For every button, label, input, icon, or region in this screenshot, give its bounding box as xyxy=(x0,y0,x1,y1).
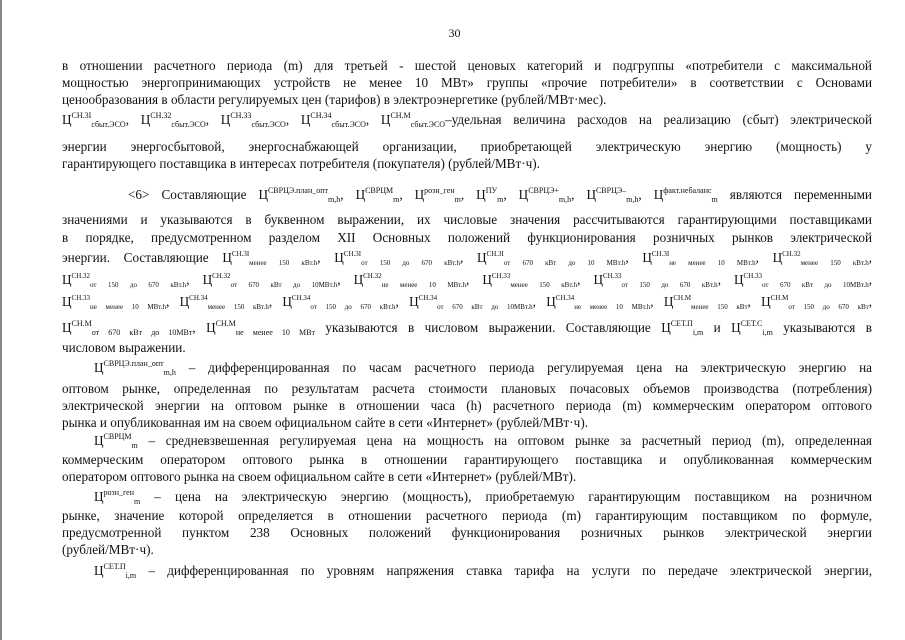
text-run: , xyxy=(460,250,478,265)
text-line xyxy=(94,433,872,449)
formula-symbol xyxy=(761,294,869,309)
text-run: , xyxy=(625,250,643,265)
formula-symbol xyxy=(773,250,869,265)
formula-symbol xyxy=(94,433,138,448)
symbol-subscript: не менее 10 МВт.h xyxy=(90,303,167,311)
text-line xyxy=(62,58,872,74)
symbol-subscript: менее 150 кВт.h xyxy=(207,303,269,311)
formula-symbol xyxy=(62,272,186,287)
symbol-subscript: от 670 кВт до 10МВт.h xyxy=(762,281,869,289)
symbol-superscript: СН.3I xyxy=(71,111,92,120)
symbol-subscript: m xyxy=(711,195,718,204)
symbol-subscript: m,h xyxy=(163,368,176,377)
text-run: ценообразования в области регулируемых цен (тарифов) в электроэнергетике (рублей/МВт·мес). xyxy=(62,92,607,107)
formula-symbol xyxy=(62,320,192,335)
text-run: , xyxy=(268,294,283,309)
symbol-subscript: от 670 кВт до 10МВт.h xyxy=(230,281,338,289)
text-run: , xyxy=(466,272,483,287)
text-run: указываются в числовом выражении. Составляющие xyxy=(315,320,662,335)
formula-symbol xyxy=(354,272,466,287)
symbol-superscript: СН.33 xyxy=(602,272,622,280)
text-line xyxy=(62,294,872,310)
formula-symbol xyxy=(519,187,571,202)
symbol-subscript: от 150 до 670 кВт.h xyxy=(361,259,461,267)
symbol-superscript: СН.32 xyxy=(782,250,801,258)
symbol-subscript: от 150 до 670 кВт.h xyxy=(310,303,396,311)
symbol-subscript: m xyxy=(454,195,461,204)
text-line xyxy=(94,563,872,579)
symbol-base: Ц xyxy=(282,294,292,309)
symbol-superscript: розн_ген xyxy=(424,186,455,195)
text-run: – дифференцированная по часам расчетного периода регулируемая цена на электрическую энергию на xyxy=(175,360,872,375)
symbol-base: Ц xyxy=(661,320,671,335)
symbol-subscript: i,m xyxy=(692,328,704,337)
formula-symbol xyxy=(94,489,140,504)
text-line xyxy=(62,156,872,172)
symbol-base: Ц xyxy=(353,272,364,287)
symbol-superscript: СВРЦМ xyxy=(365,186,394,195)
symbol-subscript: не менее 10 МВт.h xyxy=(381,281,467,289)
formula-symbol xyxy=(180,294,269,309)
text-run: , xyxy=(717,272,734,287)
formula-symbol xyxy=(415,187,461,202)
text-run: являются переменными xyxy=(717,187,872,202)
symbol-superscript: СВРЦЭ+ xyxy=(528,186,559,195)
formula-symbol xyxy=(203,272,338,287)
text-line xyxy=(128,187,872,203)
symbol-superscript: СН.33 xyxy=(491,272,511,280)
symbol-base: Ц xyxy=(380,112,391,127)
symbol-superscript: СН.32 xyxy=(71,272,91,280)
text-run: , xyxy=(638,187,654,202)
symbol-superscript: СН.33 xyxy=(743,272,763,280)
symbol-base: Ц xyxy=(62,320,72,335)
text-run: в отношении расчетного периода (m) для третьей - шестой ценовых категорий и подгруппы «потребители с максимальной xyxy=(62,58,872,73)
text-run: энергии энергосбытовой, энергоснабжающей организации, приобретающей электрическую энергию (мощность) у xyxy=(62,139,872,154)
symbol-subscript: менее 150 кВт xyxy=(691,303,748,311)
symbol-subscript: m,h xyxy=(558,195,572,204)
text-run: рынке, значение которой определяется в отношении расчетного периода (m) гарантирующим поставщиком по формуле, xyxy=(62,508,872,523)
symbol-base: Ц xyxy=(62,294,72,309)
symbol-superscript: СН.34 xyxy=(310,111,332,120)
symbol-superscript: СВРЦЭ.план_опт xyxy=(103,359,164,368)
symbol-superscript: СЕТ.П xyxy=(103,562,126,571)
symbol-superscript: розн_ген xyxy=(103,488,134,497)
symbol-base: Ц xyxy=(761,294,771,309)
text-line xyxy=(62,212,872,228)
symbol-subscript: от 670 кВт до 10МВт.h xyxy=(437,303,533,311)
symbol-superscript: СН.32 xyxy=(363,272,382,280)
symbol-base: Ц xyxy=(258,187,268,202)
text-line xyxy=(62,508,872,524)
symbol-subscript: сбыт.ЭСО xyxy=(171,120,206,129)
symbol-subscript: сбыт.ЭСО xyxy=(331,120,366,129)
text-run: , xyxy=(365,112,381,127)
symbol-base: Ц xyxy=(663,294,674,309)
formula-symbol xyxy=(94,563,136,578)
formula-symbol xyxy=(334,250,460,265)
text-line xyxy=(62,452,872,468)
symbol-superscript: СН.3I xyxy=(343,250,362,258)
formula-symbol xyxy=(301,112,366,127)
text-run: , xyxy=(399,187,415,202)
text-run: , xyxy=(340,187,356,202)
symbol-base: Ц xyxy=(593,272,603,287)
formula-symbol xyxy=(141,112,206,127)
text-line xyxy=(62,112,872,128)
text-run: предусмотренной пунктом 238 Основных положений функционирования розничных рынков электрической энергии xyxy=(62,525,872,540)
symbol-base: Ц xyxy=(179,294,190,309)
text-run: коммерческим оператором оптового рынка в отношении гарантирующего поставщика и опубликованная коммерческим xyxy=(62,452,872,467)
symbol-base: Ц xyxy=(653,187,664,202)
symbol-base: Ц xyxy=(482,272,492,287)
text-run: (рублей/МВт·ч). xyxy=(62,542,154,557)
symbol-base: Ц xyxy=(94,360,104,375)
symbol-base: Ц xyxy=(334,250,344,265)
text-run: электрической энергии на оптовом рынке в отношении часа (h) расчетного периода (m) коммерческим оператором оптового xyxy=(62,398,872,413)
text-line xyxy=(62,139,872,155)
symbol-subscript: не менее 10 МВт.h xyxy=(669,259,756,267)
symbol-superscript: СЕТ.С xyxy=(740,319,763,328)
symbol-base: Ц xyxy=(94,563,104,578)
formula-symbol xyxy=(62,112,126,127)
symbol-subscript: не менее 10 МВт xyxy=(235,328,315,337)
symbol-superscript: СН.М xyxy=(770,294,789,302)
symbol-base: Ц xyxy=(586,187,596,202)
text-run: , xyxy=(285,112,301,127)
page-number: 30 xyxy=(448,26,461,40)
formula-symbol xyxy=(482,272,577,287)
formula-symbol xyxy=(546,294,650,309)
text-run: – цена на электрическую энергию (мощность), приобретаемую гарантирующим поставщиком на розничном xyxy=(140,489,872,504)
symbol-base: Ц xyxy=(414,187,425,202)
symbol-subscript: m xyxy=(393,195,400,204)
formula-symbol xyxy=(356,187,400,202)
symbol-base: Ц xyxy=(220,112,231,127)
text-line xyxy=(62,340,872,356)
text-run: , xyxy=(192,320,207,335)
symbol-base: Ц xyxy=(731,320,741,335)
symbol-subscript: m xyxy=(133,497,141,506)
symbol-superscript: СВРЦЭ.план_опт xyxy=(267,186,329,195)
symbol-subscript: не менее 10 МВт.h xyxy=(574,303,651,311)
formula-symbol xyxy=(586,187,638,202)
symbol-base: Ц xyxy=(94,433,104,448)
formula-symbol xyxy=(221,112,286,127)
symbol-subscript: m,h xyxy=(626,195,639,204)
text-run: , xyxy=(460,187,477,202)
symbol-subscript: от 150 до 670 кВт.h xyxy=(621,281,718,289)
formula-symbol xyxy=(282,294,395,309)
text-line xyxy=(62,525,872,541)
text-run: и xyxy=(703,320,732,335)
symbol-subscript: менее 150 кВт.h xyxy=(800,259,869,267)
text-run: числовом выражении. xyxy=(62,340,186,355)
symbol-subscript: менее 150 кВт.h xyxy=(510,281,578,289)
symbol-subscript: от 670 кВт до 10 МВт.h xyxy=(503,259,626,267)
text-run: , xyxy=(337,272,354,287)
text-line xyxy=(62,469,872,485)
symbol-base: Ц xyxy=(772,250,783,265)
text-run: оператором оптового рынка на своем официальном сайте в сети «Интернет» (рублей/МВт). xyxy=(62,469,577,484)
symbol-base: Ц xyxy=(300,112,311,127)
symbol-superscript: СН.М xyxy=(71,319,92,328)
symbol-base: Ц xyxy=(62,272,72,287)
text-run: , xyxy=(868,294,872,309)
text-run: , xyxy=(571,187,587,202)
symbol-superscript: СН.33 xyxy=(71,294,91,302)
formula-symbol xyxy=(62,294,166,309)
symbol-superscript: СН.3I xyxy=(651,250,670,258)
symbol-base: Ц xyxy=(734,272,744,287)
symbol-superscript: СН.34 xyxy=(418,294,438,302)
formula-symbol xyxy=(258,187,340,202)
formula-symbol xyxy=(222,250,317,265)
symbol-superscript: СВРЦМ xyxy=(103,432,132,441)
symbol-superscript: СН.М xyxy=(390,111,411,120)
symbol-base: Ц xyxy=(477,250,487,265)
text-run: , xyxy=(317,250,335,265)
symbol-subscript: от 670 кВт до 10МВт xyxy=(91,328,193,337)
symbol-superscript: СН.33 xyxy=(230,111,252,120)
text-run: рынка и опубликованная им на своем официальном сайте в сети «Интернет» (рублей/МВт·ч). xyxy=(62,415,589,430)
symbol-superscript: СН.М xyxy=(215,319,236,328)
symbol-subscript: i,m xyxy=(125,571,137,580)
symbol-base: Ц xyxy=(476,187,486,202)
formula-symbol xyxy=(593,272,717,287)
symbol-base: Ц xyxy=(222,250,232,265)
text-run: , xyxy=(650,294,664,309)
symbol-subscript: от 150 до 670 кВт.h xyxy=(90,281,187,289)
text-run: , xyxy=(577,272,594,287)
formula-symbol xyxy=(654,187,718,202)
text-line xyxy=(62,542,872,558)
symbol-subscript: i,m xyxy=(762,328,773,337)
text-line xyxy=(62,320,872,336)
symbol-base: Ц xyxy=(518,187,529,202)
formula-symbol xyxy=(477,250,625,265)
symbol-superscript: СН.34 xyxy=(555,294,575,302)
text-line xyxy=(62,381,872,397)
formula-symbol xyxy=(476,187,503,202)
symbol-base: Ц xyxy=(140,112,151,127)
text-run: , xyxy=(868,250,873,265)
symbol-superscript: СН.34 xyxy=(291,294,311,302)
text-line xyxy=(94,489,872,505)
symbol-base: Ц xyxy=(355,187,366,202)
text-run: , xyxy=(186,272,203,287)
symbol-subscript: m,h xyxy=(328,195,341,204)
symbol-base: Ц xyxy=(94,489,104,504)
text-run: , xyxy=(205,112,221,127)
text-run: , xyxy=(747,294,762,309)
symbol-base: Ц xyxy=(206,320,216,335)
text-line xyxy=(62,272,872,288)
symbol-superscript: СВРЦЭ– xyxy=(595,186,627,195)
symbol-subscript: сбыт.ЭСО xyxy=(251,120,286,129)
symbol-subscript: сбыт.ЭСО xyxy=(410,120,446,129)
symbol-superscript: СЕТ.П xyxy=(670,319,693,328)
text-run: гарантирующего поставщика в интересах потребителя (покупателя) (рублей/МВт·ч). xyxy=(62,156,540,171)
text-run: оптовом рынке, определенная по результатам расчета стоимости плановых почасовых объемов производства (потребления) xyxy=(62,381,872,396)
symbol-base: Ц xyxy=(642,250,652,265)
text-run: <6> Составляющие xyxy=(128,187,259,202)
formula-symbol xyxy=(642,250,755,265)
text-run: указываются в xyxy=(772,320,873,335)
symbol-base: Ц xyxy=(202,272,213,287)
formula-symbol xyxy=(94,360,176,375)
symbol-superscript: СН.32 xyxy=(150,111,172,120)
symbol-superscript: СН.34 xyxy=(189,294,208,302)
text-run: , xyxy=(395,294,410,309)
text-line xyxy=(94,360,872,376)
symbol-superscript: факт.небаланс xyxy=(663,186,712,195)
symbol-base: Ц xyxy=(409,294,419,309)
text-run: , xyxy=(755,250,773,265)
symbol-subscript: сбыт.ЭСО xyxy=(91,120,126,129)
symbol-superscript: СН.32 xyxy=(212,272,231,280)
symbol-subscript: от 150 до 670 кВт xyxy=(788,303,869,311)
symbol-base: Ц xyxy=(546,294,556,309)
text-line xyxy=(62,398,872,414)
symbol-superscript: СН.3I xyxy=(231,250,250,258)
text-run: мощностью энергопринимающих устройств не менее 10 МВт» группы «прочие потребители» в соответствии с Основами xyxy=(62,75,872,90)
symbol-base: Ц xyxy=(62,112,72,127)
formula-symbol xyxy=(206,320,315,335)
text-line xyxy=(62,92,872,108)
text-run: , xyxy=(503,187,519,202)
formula-symbol xyxy=(409,294,533,309)
text-run: , xyxy=(868,272,872,287)
text-run: – средневзвешенная регулируемая цена на мощность на оптовом рынке за расчетный период (m), определенная xyxy=(137,433,872,448)
text-run: –удельная величина расходов на реализацию (сбыт) электрической xyxy=(445,112,873,127)
text-line xyxy=(62,230,872,246)
text-run: , xyxy=(125,112,141,127)
symbol-superscript: СН.М xyxy=(673,294,692,302)
symbol-subscript: менее 150 кВт.h xyxy=(249,259,318,267)
text-run: – дифференцированная по уровням напряжения ставка тарифа на услуги по передаче электрической энергии, xyxy=(136,563,872,578)
text-run: в порядке, предусмотренном разделом XII Основных положений функционирования розничных рынков электрической xyxy=(62,230,872,245)
text-line xyxy=(62,415,872,431)
symbol-superscript: ПУ xyxy=(485,186,498,195)
text-line xyxy=(62,75,872,91)
text-run: энергии. Составляющие xyxy=(62,250,223,265)
formula-symbol xyxy=(731,320,773,335)
text-run: , xyxy=(532,294,547,309)
symbol-superscript: СН.3I xyxy=(486,250,504,258)
formula-symbol xyxy=(734,272,869,287)
formula-symbol xyxy=(381,112,445,127)
symbol-subscript: m xyxy=(497,195,504,204)
text-run: значениями и указываются в буквенном выражении, их числовые значения рассчитываются гарантирующими поставщиками xyxy=(62,212,872,227)
text-run: , xyxy=(166,294,180,309)
symbol-subscript: m xyxy=(131,441,138,450)
text-line xyxy=(62,250,872,266)
formula-symbol xyxy=(661,320,703,335)
formula-symbol xyxy=(664,294,748,309)
